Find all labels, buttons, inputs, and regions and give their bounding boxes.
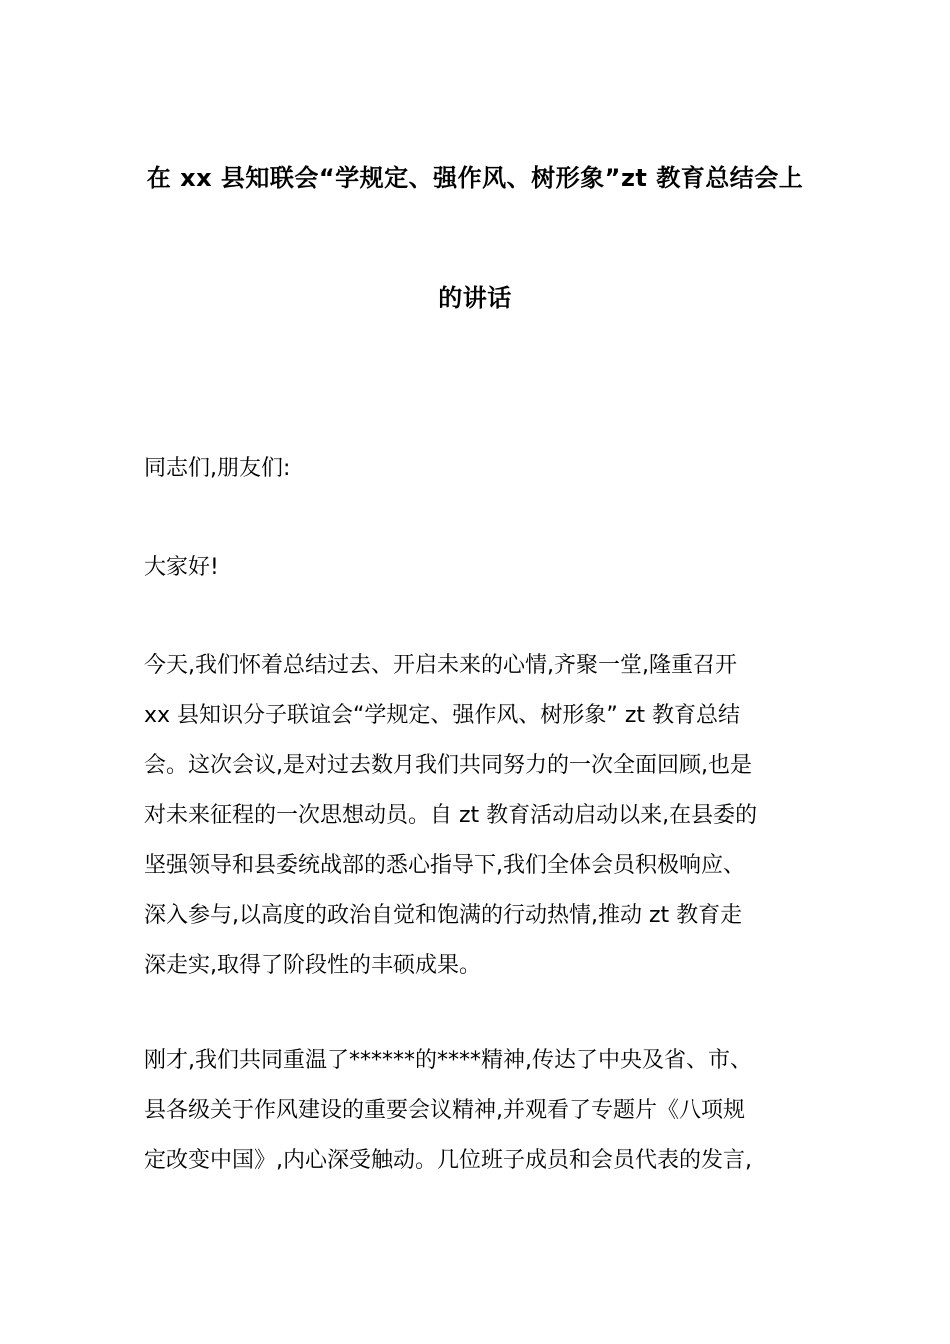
document-title-line-2: 的讲话	[438, 284, 512, 312]
text-line: 深走实,取得了阶段性的丰硕成果。	[144, 953, 481, 978]
text-line: 县各级关于作风建设的重要会议精神,并观看了专题片《八项规	[144, 1098, 745, 1123]
text-line: 同志们,朋友们:	[144, 456, 291, 481]
document-title-line-1: 在 xx 县知联会“学规定、强作风、树形象”zt 教育总结会上	[146, 164, 804, 192]
salutation-paragraph	[144, 444, 808, 494]
text-line: 深入参与,以高度的政治自觉和饱满的行动热情,推动 zt 教育走	[144, 903, 743, 928]
text-line: 会。这次会议,是对过去数月我们共同努力的一次全面回顾,也是	[144, 753, 752, 778]
text-line: 对未来征程的一次思想动员。自 zt 教育活动启动以来,在县委的	[144, 803, 758, 828]
text-line: 大家好!	[144, 555, 219, 580]
greeting-paragraph	[144, 543, 808, 593]
body-paragraph-2	[144, 1036, 808, 1186]
text-line: 定改变中国》,内心深受触动。几位班子成员和会员代表的发言,	[144, 1148, 752, 1173]
body-paragraph-1	[144, 641, 808, 991]
text-line: 坚强领导和县委统战部的悉心指导下,我们全体会员积极响应、	[144, 853, 745, 878]
text-line: 今天,我们怀着总结过去、开启未来的心情,齐聚一堂,隆重召开	[144, 653, 737, 678]
text-line: 刚才,我们共同重温了******的****精神,传达了中央及省、市、	[144, 1048, 752, 1073]
text-line: xx 县知识分子联谊会“学规定、强作风、树形象” zt 教育总结	[144, 703, 740, 728]
